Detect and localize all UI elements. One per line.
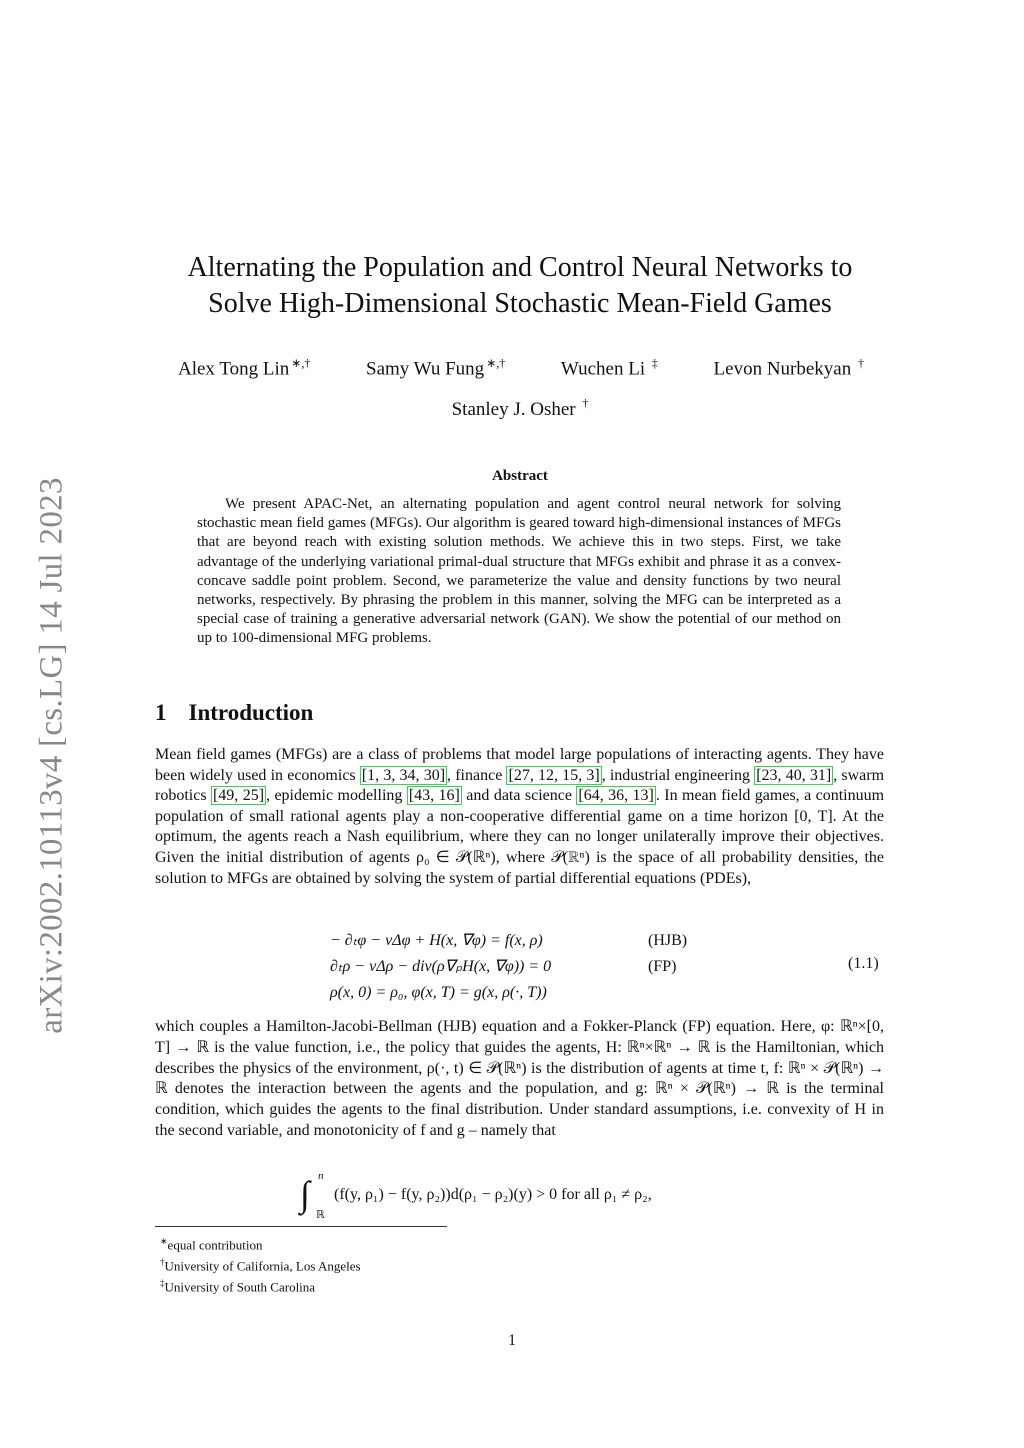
equation-row	[330, 980, 890, 1006]
author: Samy Wu Fung ∗,†	[366, 356, 506, 380]
equation-system	[330, 928, 890, 1006]
equation-number: (1.1)	[848, 955, 879, 972]
integral-upper-limit: n	[318, 1170, 324, 1182]
title-line-2: Solve High-Dimensional Stochastic Mean-Field Games	[208, 288, 832, 319]
section-title: Introduction	[188, 700, 314, 725]
footnote-divider	[155, 1226, 447, 1227]
citation-link[interactable]: [23, 40, 31]	[756, 766, 832, 784]
citation-link[interactable]: [64, 36, 13]	[578, 787, 654, 805]
arxiv-identifier-sidebar	[30, 458, 74, 1052]
page-number: 1	[508, 1332, 516, 1349]
footnotes	[160, 1233, 361, 1295]
equation-tag: (FP)	[648, 958, 677, 975]
author: Alex Tong Lin ∗,†	[178, 356, 311, 380]
intro-paragraph: Mean field games (MFGs) are a class of problems that model large populations of interacting agents. They have been widely used in economics [1, 3, 34, 30] , finance [27, 12, 15, 3] , industrial engineering [23, 40, 31] , swarm robotics [49, 25] , epidemic modelling [43, 16] and data science [64, 36, 13] . In mean field games, a continuum population of small rational agents play a non-cooperative differential game on a time horizon [0, T]. At the optimum, the agents reach a Nash equilibrium, where they can no longer unilaterally improve their objectives. Given the initial distribution of agents ρ₀ ∈ 𝒫(ℝⁿ), where 𝒫(ℝⁿ) is the space of all probability densities, the solution to MFGs are obtained by solving the system of partial differential equations (PDEs),	[155, 746, 885, 887]
monotonicity-condition	[300, 1172, 780, 1224]
section-number: 1	[155, 700, 167, 725]
section-heading	[155, 700, 313, 726]
integral-lower-limit: ℝ	[316, 1209, 325, 1221]
citation-link[interactable]: [1, 3, 34, 30]	[361, 766, 446, 784]
citation-link[interactable]: [49, 25]	[212, 787, 265, 805]
author-list	[150, 346, 890, 427]
author: Stanley J. Osher †	[451, 396, 589, 420]
arxiv-identifier: arXiv:2002.10113v4 [cs.LG] 14 Jul 2023	[33, 476, 70, 1034]
integral-body: (f(y, ρ₁) − f(y, ρ₂))d(ρ₁ − ρ₂)(y) > 0 for all ρ₁ ≠ ρ₂,	[334, 1186, 652, 1203]
abstract-text: We present APAC-Net, an alternating population and agent control neural network for solving stochastic mean field games (MFGs). Our algorithm is geared toward high-dimensional instances of MFGs that are beyond reach with existing solution methods. We achieve this in two steps. First, we take advantage of the underlying variational primal-dual structure that MFGs exhibit and phrase it as a convex-concave saddle point problem. Second, we parameterize the value and density functions by two neural networks, respectively. By phrasing the problem in this manner, solving the MFG can be interpreted as a special case of training a generative adversarial network (GAN). We show the potential of our method on up to 100-dimensional MFG problems.	[197, 496, 841, 647]
footnote: †University of California, Los Angeles	[160, 1256, 361, 1274]
footnote: ‡University of South Carolina	[160, 1277, 316, 1294]
integral-sign: ∫	[300, 1174, 310, 1214]
author: Levon Nurbekyan †	[713, 356, 864, 380]
equation-row	[330, 954, 890, 980]
footnote: ∗equal contribution	[160, 1236, 263, 1253]
equation-tag: (HJB)	[648, 932, 688, 949]
abstract-heading: Abstract	[492, 468, 548, 484]
equation-expression: ρ(x, 0) = ρ₀, φ(x, T) = g(x, ρ(·, T))	[330, 984, 547, 1001]
paper-title	[120, 250, 920, 322]
citation-link[interactable]: [27, 12, 15, 3]	[508, 766, 600, 784]
citation-link[interactable]: [43, 16]	[408, 787, 460, 805]
title-line-1: Alternating the Population and Control Neural Networks to	[187, 252, 853, 283]
equation-row	[330, 928, 890, 954]
equation-expression: ∂ₜρ − νΔρ − div(ρ∇ₚH(x, ∇φ)) = 0	[330, 958, 552, 975]
body-paragraph: which couples a Hamilton-Jacobi-Bellman (HJB) equation and a Fokker-Planck (FP) equation. Here, φ: ℝⁿ×[0, T] → ℝ is the value function, i.e., the policy that guides the agents, H: ℝⁿ×ℝⁿ → ℝ is the Hamiltonian, which describes the physics of the environment, ρ(·, t) ∈ 𝒫(ℝⁿ) is the distribution of agents at time t, f: ℝⁿ × 𝒫(ℝⁿ) → ℝ denotes the interaction between the agents and the population, and g: ℝⁿ × 𝒫(ℝⁿ) → ℝ is the terminal condition, which guides the agents to the final distribution. Under standard assumptions, i.e. convexity of H in the second variable, and monotonicity of f and g – namely that	[155, 1018, 884, 1139]
author: Wuchen Li ‡	[560, 356, 658, 380]
equation-expression: − ∂ₜφ − νΔφ + H(x, ∇φ) = f(x, ρ)	[330, 932, 543, 949]
